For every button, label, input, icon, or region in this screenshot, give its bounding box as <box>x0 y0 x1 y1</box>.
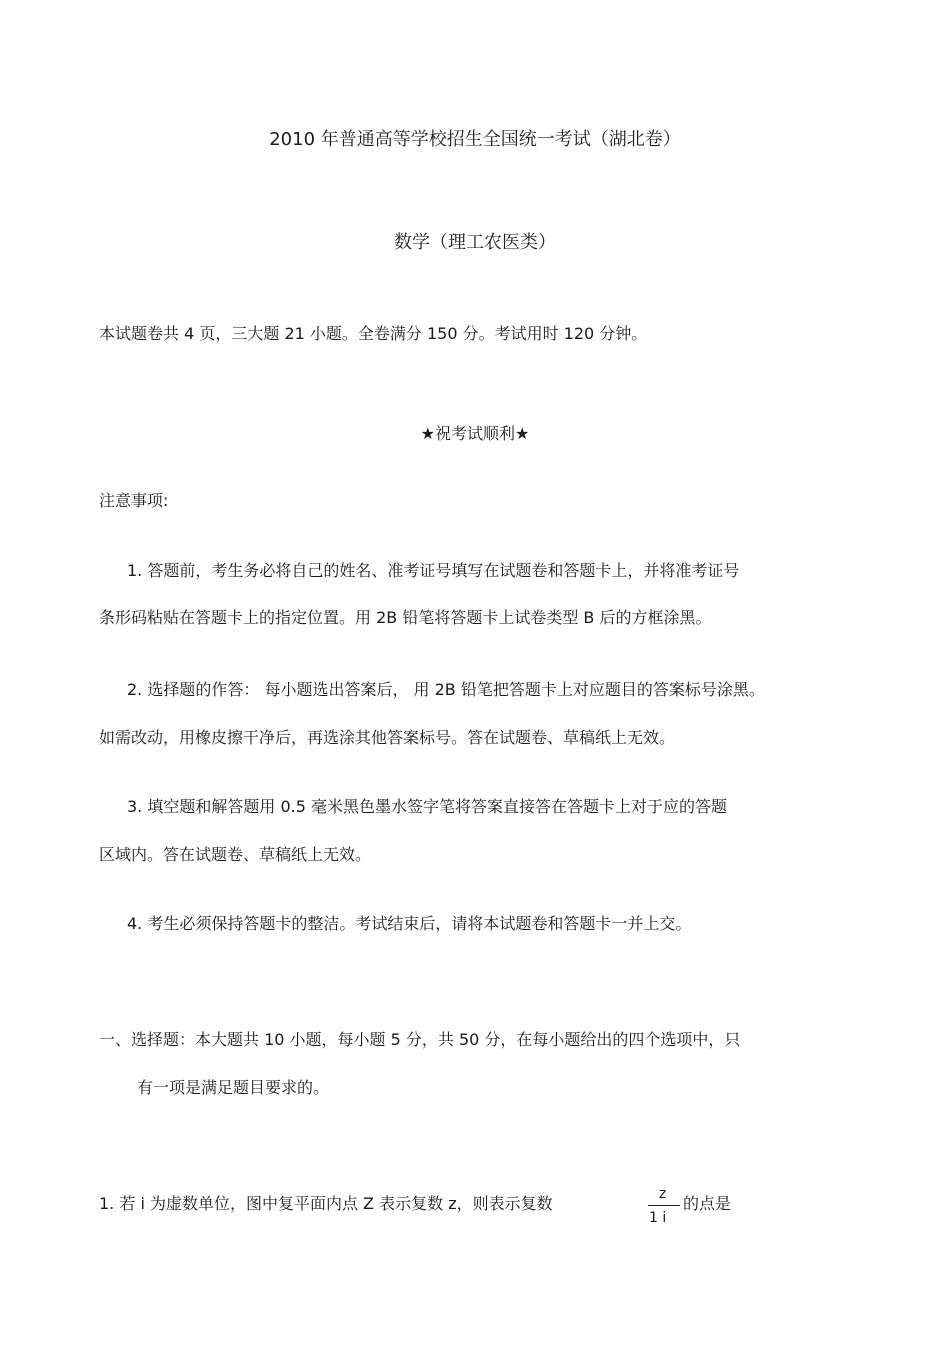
good-luck-wish: ★祝考试顺利★ <box>420 424 530 443</box>
question-1-text: 1. 若 i 为虚数单位，图中复平面内点 Z 表示复数 z，则表示复数 <box>99 1194 553 1213</box>
section-1-heading: 一、选择题：本大题共 10 小题，每小题 5 分，共 50 分，在每小题给出的四个选项中，只 <box>99 1030 741 1049</box>
exam-title: 2010 年普通高等学校招生全国统一考试（湖北卷） <box>269 129 681 150</box>
notes-heading: 注意事项: <box>99 491 169 510</box>
fraction-numerator: z <box>659 1186 667 1202</box>
note-1-line-1: 1. 答题前，考生务必将自己的姓名、准考证号填写在试题卷和答题卡上，并将准考证号 <box>127 561 740 580</box>
fraction-denominator: 1 i <box>649 1210 667 1226</box>
section-1-heading-line-2: 有一项是满足题目要求的。 <box>137 1078 330 1097</box>
note-3-line-1: 3. 填空题和解答题用 0.5 毫米黑色墨水签字笔将答案直接答在答题卡上对于应的答题 <box>127 797 727 816</box>
question-1-suffix: 的点是 <box>683 1194 732 1213</box>
note-3-line-2: 区域内。答在试题卷、草稿纸上无效。 <box>99 845 372 864</box>
note-2-line-2: 如需改动，用橡皮擦干净后，再选涂其他答案标号。答在试题卷、草稿纸上无效。 <box>99 728 676 747</box>
fraction-bar <box>648 1205 680 1206</box>
note-2-line-1: 2. 选择题的作答： 每小题选出答案后， 用 2B 铅笔把答题卡上对应题目的答案标号涂黑。 <box>127 680 765 699</box>
note-1-line-2: 条形码粘贴在答题卡上的指定位置。用 2B 铅笔将答题卡上试卷类型 B 后的方框涂黑。 <box>99 608 712 627</box>
note-4-line-1: 4. 考生必须保持答题卡的整洁。考试结束后，请将本试题卷和答题卡一并上交。 <box>127 914 692 933</box>
subject-title: 数学（理工农医类） <box>394 232 556 253</box>
exam-summary: 本试题卷共 4 页，三大题 21 小题。全卷满分 150 分。考试用时 120 分钟。 <box>99 324 648 343</box>
